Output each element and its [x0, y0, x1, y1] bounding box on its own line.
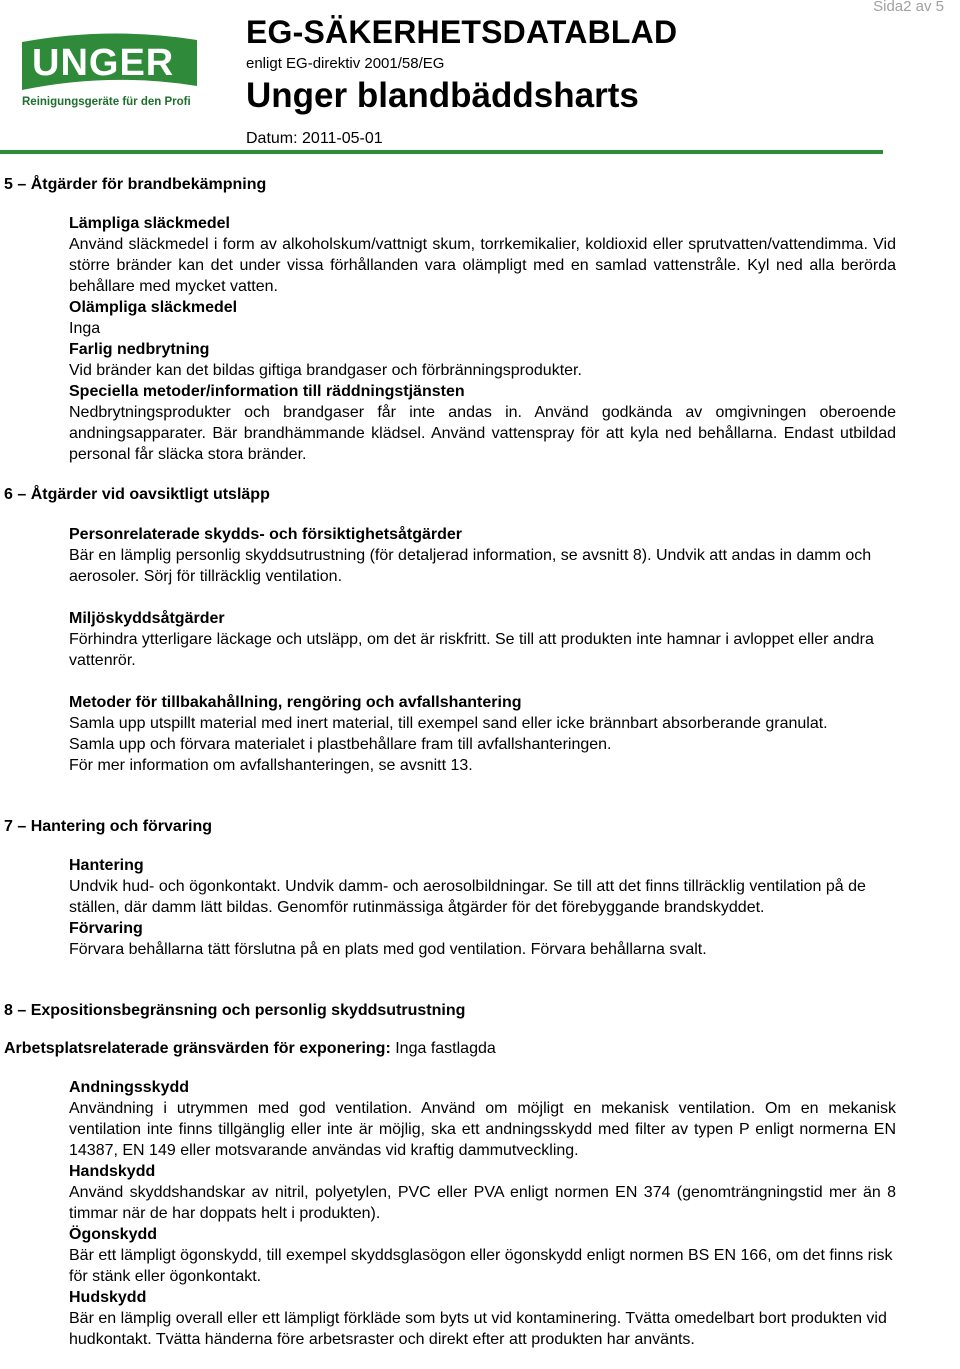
unsuitable-extinguishers-title: Olämpliga släckmedel — [69, 299, 238, 316]
storage-title: Förvaring — [69, 920, 143, 937]
section-8-heading: 8 – Expositionsbegränsning och personlig skyddsutrustning — [4, 1002, 466, 1019]
section-7-body — [69, 855, 896, 960]
containment-methods — [69, 692, 896, 776]
hazardous-decomposition-title: Farlig nedbrytning — [69, 341, 210, 358]
logo-word: UNGER — [32, 42, 175, 84]
firefighter-info-text: Nedbrytningsprodukter och brandgaser får inte andas in. Använd godkända av omgivningen oberoende andningsapparater. Bär brandhämmande klädsel. Använd vattenspray för att kyla ned behållarna. Endast utbildad personal får släcka stora bränder. — [69, 404, 896, 463]
hazardous-decomposition-text: Vid bränder kan det bildas giftiga brandgaser och förbränningsprodukter. — [69, 362, 582, 379]
environmental-precautions-title: Miljöskyddsåtgärder — [69, 610, 225, 627]
unsuitable-extinguishers-text: Inga — [69, 320, 101, 337]
document-title: EG-SÄKERHETSDATABLAD — [246, 14, 678, 50]
environmental-precautions — [69, 608, 896, 671]
respiratory-protection-title: Andningsskydd — [69, 1079, 190, 1096]
personal-precautions — [69, 524, 896, 587]
section-5-body — [69, 213, 896, 465]
hand-protection-text: Använd skyddshandskar av nitril, polyetylen, PVC eller PVA enligt normen EN 374 (genomträngningstid mer än 8 timmar när de har doppats helt i produkten). — [69, 1184, 896, 1222]
exposure-limits-value: Inga fastlagda — [395, 1040, 496, 1057]
logo-tagline: Reinigungsgeräte für den Profi — [22, 96, 191, 108]
section-5-heading: 5 – Åtgärder för brandbekämpning — [4, 176, 267, 193]
document-date: Datum: 2011-05-01 — [246, 130, 383, 147]
firefighter-info-title: Speciella metoder/information till räddningstjänsten — [69, 383, 465, 400]
containment-methods-title: Metoder för tillbakahållning, rengöring och avfallshantering — [69, 694, 522, 711]
exposure-limits-label: Arbetsplatsrelaterade gränsvärden för exponering: — [4, 1040, 391, 1057]
environmental-precautions-text: Förhindra ytterligare läckage och utsläpp, om det är riskfritt. Se till att produkten inte hamnar i avloppet eller andra vattenrör. — [69, 631, 874, 669]
section-8-body — [69, 1077, 896, 1350]
containment-methods-text-2: Samla upp och förvara materialet i plastbehållare fram till avfallshanteringen. — [69, 736, 612, 753]
skin-protection-title: Hudskydd — [69, 1289, 147, 1306]
storage-text: Förvara behållarna tätt förslutna på en plats med god ventilation. Förvara behållarna svalt. — [69, 941, 707, 958]
section-7-heading: 7 – Hantering och förvaring — [4, 818, 213, 835]
header-divider — [0, 150, 883, 154]
containment-methods-text-1: Samla upp utspillt material med inert material, till exempel sand eller icke brännbart absorberande granulat. — [69, 715, 828, 732]
eye-protection-text: Bär ett lämpligt ögonskydd, till exempel skyddsglasögon eller ögonskydd enligt normen BS EN 166, om det finns risk för stänk eller ögonkontakt. — [69, 1247, 893, 1285]
suitable-extinguishers-text: Använd släckmedel i form av alkoholskum/vattnigt skum, torrkemikalier, koldioxid eller sprutvatten/vattendimma. Vid större bränder kan det under vissa förhållanden vara olämpligt med en samlad vattenstråle. Kyl ned alla berörda behållare med mycket vatten. — [69, 236, 896, 295]
product-name: Unger blandbäddsharts — [246, 76, 639, 115]
page-number: Sida2 av 5 — [873, 0, 944, 15]
containment-methods-text-3: För mer information om avfallshanteringen, se avsnitt 13. — [69, 757, 473, 774]
handling-text: Undvik hud- och ögonkontakt. Undvik damm- och aerosolbildningar. Se till att det finns tillräcklig ventilation på de ställen, där damm lätt bildas. Genomför rutinmässiga åtgärder för det förebyggande brandskyddet. — [69, 878, 866, 916]
handling-title: Hantering — [69, 857, 144, 874]
section-6-heading: 6 – Åtgärder vid oavsiktligt utsläpp — [4, 486, 270, 503]
directive-text: enligt EG-direktiv 2001/58/EG — [246, 55, 445, 72]
suitable-extinguishers-title: Lämpliga släckmedel — [69, 215, 230, 232]
exposure-limits — [4, 1040, 496, 1058]
personal-precautions-text: Bär en lämplig personlig skyddsutrustning (för detaljerad information, se avsnitt 8). Undvik att andas in damm och aerosoler. Sörj för tillräcklig ventilation. — [69, 547, 872, 585]
eye-protection-title: Ögonskydd — [69, 1226, 158, 1243]
hand-protection-title: Handskydd — [69, 1163, 156, 1180]
personal-precautions-title: Personrelaterade skydds- och försiktighetsåtgärder — [69, 526, 463, 543]
skin-protection-text: Bär en lämplig overall eller ett lämpligt förkläde som byts ut vid kontaminering. Tvätta omedelbart bort produkten vid hudkontakt. Tvätta händerna före arbetsraster och direkt efter att produkten har använts. — [69, 1310, 887, 1348]
page-header — [0, 0, 960, 160]
respiratory-protection-text: Användning i utrymmen med god ventilation. Använd om möjligt en mekanisk ventilation. Om en mekanisk ventilation inte finns tillgänglig eller inte är möjlig, ska ett andningsskydd med filter av typen P enligt normerna EN 14387, EN 149 eller motsvarande användas vid kraftig dammutveckling. — [69, 1100, 896, 1159]
